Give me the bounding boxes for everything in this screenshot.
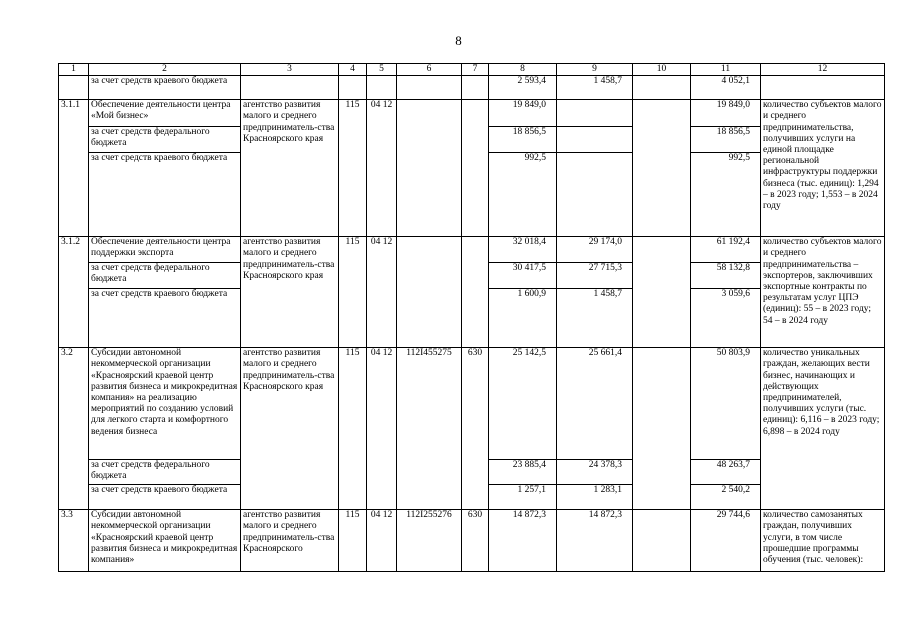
funding-source: за счет средств краевого бюджета xyxy=(89,76,241,100)
value-2024: 1 458,7 xyxy=(557,289,633,348)
col-header: 1 xyxy=(59,64,89,76)
table-row xyxy=(59,100,885,127)
code-section: 04 12 xyxy=(367,510,397,572)
value-total: 2 540,2 xyxy=(691,485,761,510)
value-2023: 1 600,9 xyxy=(489,289,557,348)
value-total: 29 744,6 xyxy=(691,510,761,572)
value-2023: 2 593,4 xyxy=(489,76,557,100)
expected-result: количество уникальных граждан, желающих вести бизнес, начинающих и действующих предпринимателей, получивших услуги (тыс. единиц): 6,116 – в 2023 году; 6,898 – в 2024 году xyxy=(761,348,885,510)
value-total: 992,5 xyxy=(691,153,761,237)
col-header: 6 xyxy=(397,64,462,76)
value-total: 50 803,9 xyxy=(691,348,761,460)
value-2024: 1 458,7 xyxy=(557,76,633,100)
funding-source: за счет средств федерального бюджета xyxy=(89,127,241,153)
code-grbs: 115 xyxy=(339,510,367,572)
col-header: 10 xyxy=(633,64,691,76)
funding-source: за счет средств федерального бюджета xyxy=(89,460,241,485)
value-total: 48 263,7 xyxy=(691,460,761,485)
item-title: Обеспечение деятельности центра поддержки экспорта xyxy=(89,237,241,263)
col-header: 12 xyxy=(761,64,885,76)
value-total: 61 192,4 xyxy=(691,237,761,263)
table-row xyxy=(59,76,885,100)
code-grbs: 115 xyxy=(339,348,367,510)
item-number: 3.1.2 xyxy=(59,237,89,348)
code-expense-type: 630 xyxy=(462,348,489,510)
col-header: 4 xyxy=(339,64,367,76)
item-number: 3.3 xyxy=(59,510,89,572)
value-2024: 25 661,4 xyxy=(557,348,633,460)
value-2023: 23 885,4 xyxy=(489,460,557,485)
col-header: 5 xyxy=(367,64,397,76)
code-section: 04 12 xyxy=(367,237,397,348)
column-number-row xyxy=(59,64,885,76)
value-2024: 24 378,3 xyxy=(557,460,633,485)
value-total: 18 856,5 xyxy=(691,127,761,153)
col-header: 3 xyxy=(241,64,339,76)
item-number: 3.2 xyxy=(59,348,89,510)
item-title: Субсидии автономной некоммерческой организации «Красноярский краевой центр развития бизнеса и микрокредитная компания» xyxy=(89,510,241,572)
table-row xyxy=(59,348,885,460)
value-2024: 27 715,3 xyxy=(557,263,633,289)
funding-source: за счет средств федерального бюджета xyxy=(89,263,241,289)
value-2024: 14 872,3 xyxy=(557,510,633,572)
funding-source: за счет средств краевого бюджета xyxy=(89,485,241,510)
code-target: 112I255276 xyxy=(397,510,462,572)
value-total: 58 132,8 xyxy=(691,263,761,289)
table-row xyxy=(59,237,885,263)
value-2023: 25 142,5 xyxy=(489,348,557,460)
item-number: 3.1.1 xyxy=(59,100,89,237)
code-grbs: 115 xyxy=(339,237,367,348)
expected-result: количество субъектов малого и среднего предпринимательства, получивших услуги на единой площадке региональной инфраструктуры поддержки бизнеса (тыс. единиц): 1,294 – в 2023 году; 1,553 – в 2024 году xyxy=(761,100,885,237)
item-title: Субсидии автономной некоммерческой организации «Красноярский краевой центр развития бизнеса и микрокредитная компания» на реализацию мероприятий по созданию условий для легкого старта и комфортного ведения бизнеса xyxy=(89,348,241,460)
value-2023: 14 872,3 xyxy=(489,510,557,572)
col-header: 7 xyxy=(462,64,489,76)
value-2023: 18 856,5 xyxy=(489,127,557,153)
page-number: 8 xyxy=(455,33,462,48)
value-2023: 1 257,1 xyxy=(489,485,557,510)
expected-result: количество субъектов малого и среднего предпринимательства – экспортеров, заключивших экспортные контракты по результатам услуг ЦПЭ (единиц): 55 – в 2023 году; 54 – в 2024 году xyxy=(761,237,885,348)
col-header: 9 xyxy=(557,64,633,76)
value-2023: 32 018,4 xyxy=(489,237,557,263)
code-target: 112I455275 xyxy=(397,348,462,510)
table-row xyxy=(59,510,885,572)
code-section: 04 12 xyxy=(367,348,397,510)
agency: агентство развития малого и среднего предприниматель-ства Красноярского края xyxy=(241,348,339,510)
agency: агентство развития малого и среднего предприниматель-ства Красноярского края xyxy=(241,100,339,237)
col-header: 11 xyxy=(691,64,761,76)
value-total: 4 052,1 xyxy=(691,76,761,100)
value-total: 19 849,0 xyxy=(691,100,761,127)
item-title: Обеспечение деятельности центра «Мой бизнес» xyxy=(89,100,241,127)
code-section: 04 12 xyxy=(367,100,397,237)
col-header: 8 xyxy=(489,64,557,76)
agency: агентство развития малого и среднего предприниматель-ства Красноярского xyxy=(241,510,339,572)
agency: агентство развития малого и среднего предприниматель-ства Красноярского края xyxy=(241,237,339,348)
value-total: 3 059,6 xyxy=(691,289,761,348)
expected-result: количество самозанятых граждан, получивших услуги, в том числе прошедшие программы обучения (тыс. человек): xyxy=(761,510,885,572)
value-2024: 29 174,0 xyxy=(557,237,633,263)
code-expense-type: 630 xyxy=(462,510,489,572)
value-2023: 992,5 xyxy=(489,153,557,237)
col-header: 2 xyxy=(89,64,241,76)
funding-source: за счет средств краевого бюджета xyxy=(89,289,241,348)
code-grbs: 115 xyxy=(339,100,367,237)
value-2024: 1 283,1 xyxy=(557,485,633,510)
budget-table xyxy=(58,63,885,572)
funding-source: за счет средств краевого бюджета xyxy=(89,153,241,237)
value-2023: 30 417,5 xyxy=(489,263,557,289)
value-2023: 19 849,0 xyxy=(489,100,557,127)
